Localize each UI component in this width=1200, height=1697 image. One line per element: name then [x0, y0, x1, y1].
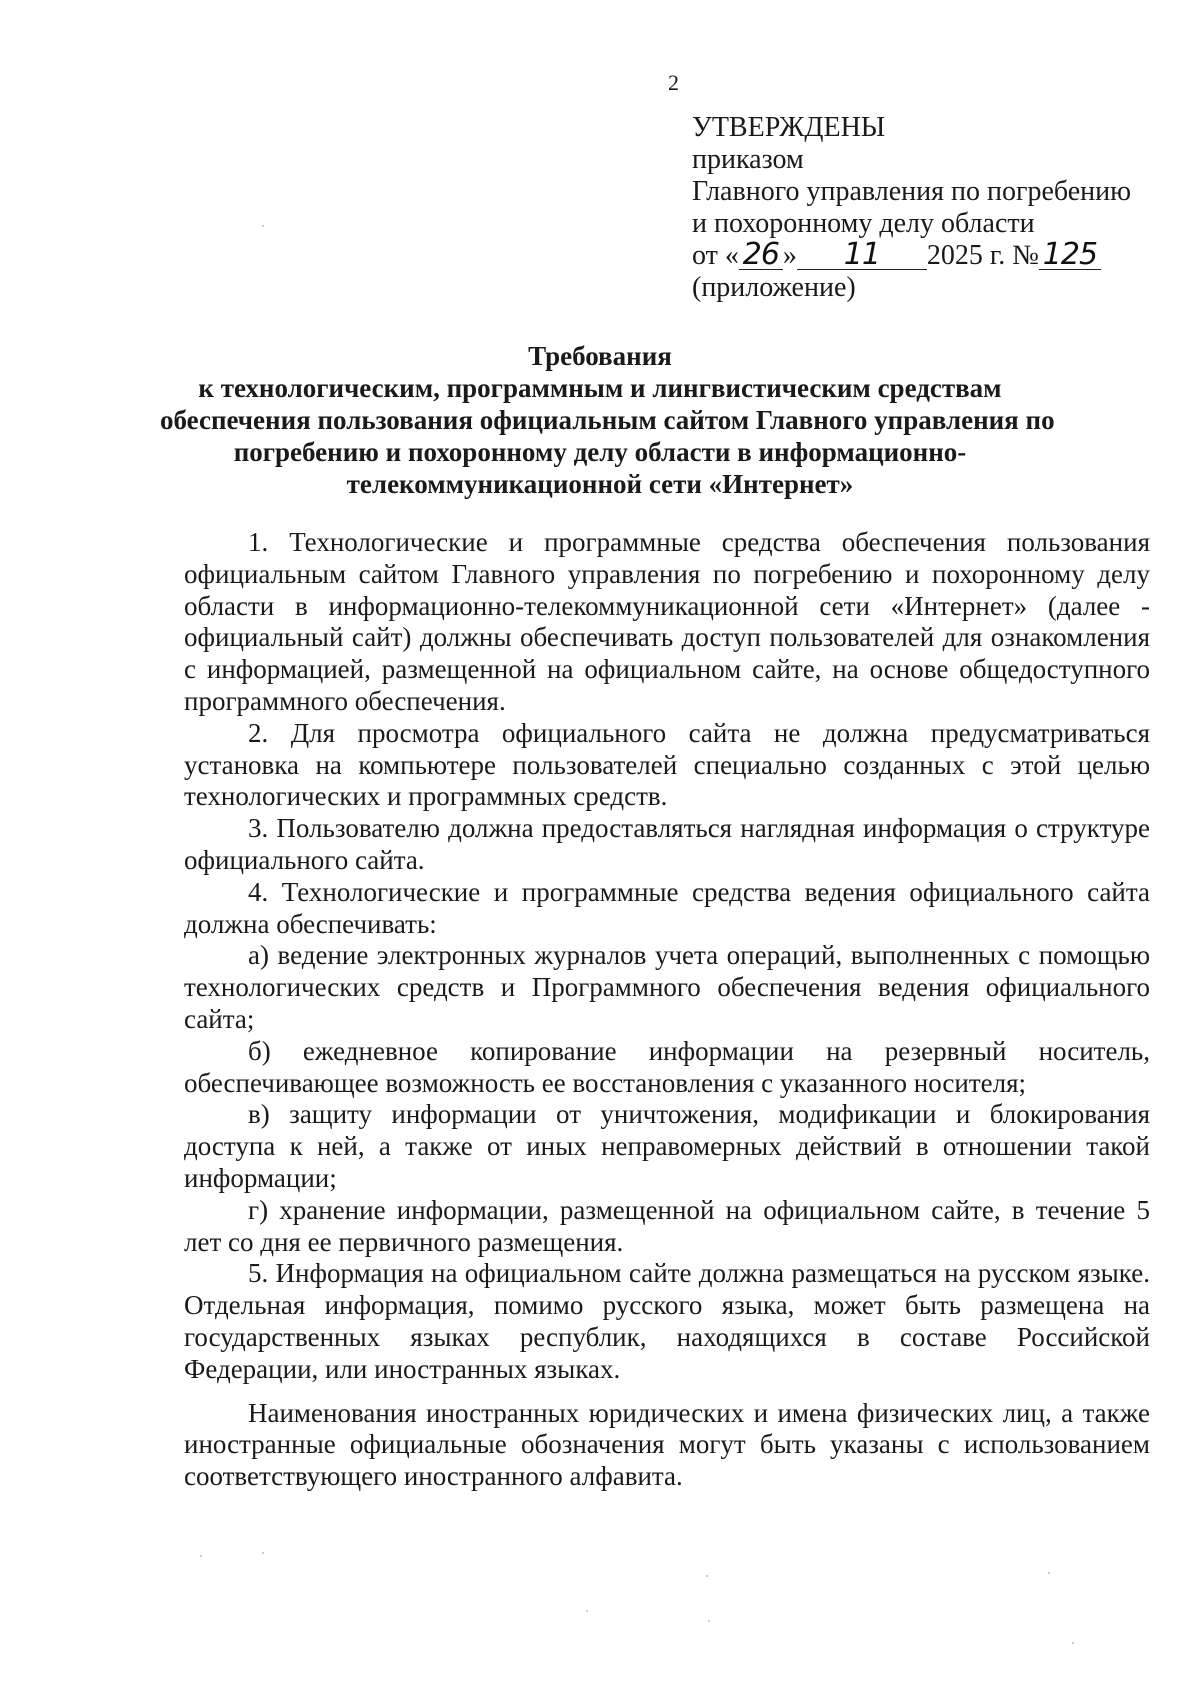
paragraph-5: 5. Информация на официальном сайте должна размещаться на русском языке. Отдельная информация, помимо русского языка, может быть размещена на государственных языках республик, находящихся в составе Российской Федерации, или иностранных языках.: [184, 1258, 1150, 1384]
page-number: 2: [668, 70, 679, 95]
paragraph-3: 3. Пользователю должна предоставляться наглядная информация о структуре официального сайта.: [184, 813, 1150, 875]
document-body: [184, 527, 1150, 1493]
approval-issuer-line1: Главного управления по погребению: [692, 176, 1132, 207]
date-year: 2025 г. №: [926, 240, 1039, 271]
paragraph-4c: в) защиту информации от уничтожения, модификации и блокирования доступа к ней, а также от иных неправомерных действий в отношении такой информации;: [184, 1099, 1150, 1193]
approval-issuer-line2: и похоронному делу области: [692, 208, 1035, 239]
scan-speck: [262, 225, 264, 227]
scan-speck: [200, 1555, 202, 1557]
scan-speck: [706, 1575, 708, 1577]
scan-speck: [1072, 1642, 1074, 1644]
paragraph-4a: а) ведение электронных журналов учета операций, выполненных с помощью технологических средств и Программного обеспечения ведения официального сайта;: [184, 940, 1150, 1034]
scan-speck: [1048, 1572, 1050, 1574]
approval-note: (приложение): [692, 272, 856, 303]
handwritten-order-number: 125: [1039, 241, 1101, 270]
scan-speck: [262, 1552, 264, 1554]
title-line-2: к технологическим, программным и лингвистическим средствам: [198, 373, 1002, 403]
date-prefix: от «: [692, 240, 739, 271]
paragraph-4d: г) хранение информации, размещенной на официальном сайте, в течение 5 лет со дня ее первичного размещения.: [184, 1194, 1150, 1257]
approval-heading: УТВЕРЖДЕНЫ: [692, 112, 886, 143]
date-mid: »: [782, 240, 797, 271]
title-line-1: Требования: [528, 341, 672, 371]
title-line-5: телекоммуникационной сети «Интернет»: [346, 469, 854, 499]
document-title: [160, 340, 1055, 500]
paragraph-2: 2. Для просмотра официального сайта не должна предусматриваться установка на компьютере пользователей специально созданных с этой целью технологических и программных средств.: [184, 717, 1150, 812]
handwritten-day: 26: [739, 241, 783, 270]
paragraph-4b: б) ежедневное копирование информации на резервный носитель, обеспечивающее возможность ее восстановления с указанного носителя;: [184, 1035, 1150, 1098]
paragraph-4: 4. Технологические и программные средства ведения официального сайта должна обеспечивать:: [184, 876, 1150, 939]
handwritten-month: 11: [797, 241, 927, 270]
scan-speck: [708, 1620, 710, 1622]
approval-block: [692, 112, 1162, 304]
approval-order-label: приказом: [692, 144, 804, 175]
approval-date-line: [692, 237, 1162, 272]
title-line-3: обеспечения пользования официальным сайтом Главного управления по: [160, 405, 1055, 435]
title-line-4: погребению и похоронному делу области в информационно-: [233, 437, 967, 467]
scan-speck: [586, 1610, 588, 1612]
paragraph-5-continued: Наименования иностранных юридических и имена физических лиц, а также иностранные официальные обозначения могут быть указаны с использованием соответствующего иностранного алфавита.: [184, 1397, 1150, 1492]
paragraph-1: 1. Технологические и программные средства обеспечения пользования официальным сайтом Главного управления по погребению и похоронному делу области в информационно-телекоммуникационной сети «Интернет» (далее - официальный сайт) должны обеспечивать доступ пользователей для ознакомления с информацией, размещенной на официальном сайте, на основе общедоступного программного обеспечения.: [184, 527, 1150, 716]
